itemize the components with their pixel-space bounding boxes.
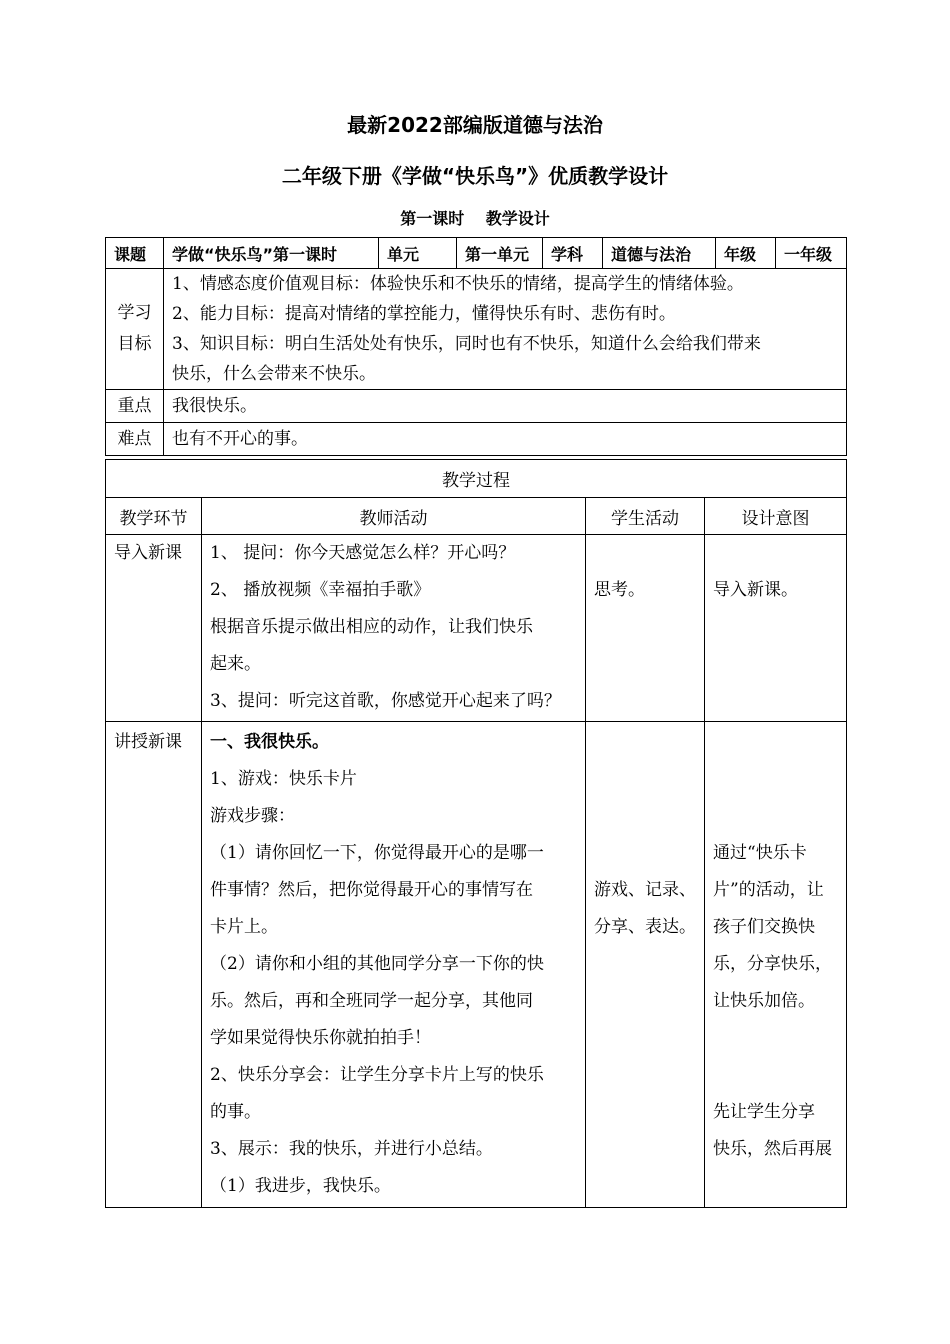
key-point-label: 重点 [106,390,164,423]
col-student: 学生活动 [586,498,705,535]
lesson-teacher: 一、我很快乐。 1、游戏：快乐卡片 游戏步骤： （1）请你回忆一下，你觉得最开心的是哪一 件事情？然后，把你觉得最开心的事情写在 卡片上。 （2）请你和小组的其他同学分享一下你的快 乐。然后，再和全班同学一起分享，其他同 学如果觉得快乐你就拍拍手！ 2、快乐分享会：让学生分享卡片上写的快乐 的事。 3、展示：我的快乐，并进行小总结。 （1）我进步，我快乐。 [202,722,586,1208]
process-title: 教学过程 [106,460,847,498]
difficulty-text: 也有不开心的事。 [164,423,847,456]
lesson-row [106,722,847,1208]
lesson-student: 游戏、记录、 分享、表达。 [586,722,705,1208]
col-intent: 设计意图 [705,498,847,535]
goals-label: 学习 目标 [106,269,164,390]
process-header-row [106,498,847,535]
intro-teacher: 1、 提问：你今天感觉怎么样？开心吗？ 2、 播放视频《幸福拍手歌》 根据音乐提示做出相应的动作，让我们快乐 起来。 3、提问：听完这首歌，你感觉开心起来了吗？ [202,535,586,722]
col-stage: 教学环节 [106,498,202,535]
difficulty-label: 难点 [106,423,164,456]
subject-value: 道德与法治 [603,238,716,269]
topic-label: 课题 [106,238,164,269]
intro-row [106,535,847,722]
doc-section-title: 第一课时 教学设计 [400,209,550,228]
doc-title: 最新2022部编版道德与法治 [347,113,603,137]
intro-intent: 导入新课。 [705,535,847,722]
intro-student: 思考。 [586,535,705,722]
lesson-intent: 通过“快乐卡 片”的活动，让 孩子们交换快 乐，分享快乐， 让快乐加倍。 先让学生分享 快乐，然后再展 [705,722,847,1208]
lesson-stage: 讲授新课 [106,722,202,1208]
key-point-row [106,390,847,423]
lesson-info-table [105,237,847,456]
intro-stage: 导入新课 [106,535,202,722]
difficulty-row [106,423,847,456]
topic-value: 学做“快乐鸟”第一课时 [164,238,379,269]
info-header-row [106,238,847,269]
subject-label: 学科 [543,238,603,269]
teaching-process-table [105,459,847,1208]
grade-value: 一年级 [776,238,847,269]
doc-subtitle: 二年级下册《学做“快乐鸟”》优质教学设计 [281,164,669,188]
col-teacher: 教师活动 [202,498,586,535]
lesson-heading: 一、我很快乐。 [210,732,329,752]
unit-label: 单元 [379,238,457,269]
goals-row [106,269,847,390]
unit-value: 第一单元 [457,238,543,269]
process-title-row [106,460,847,498]
key-point-text: 我很快乐。 [164,390,847,423]
grade-label: 年级 [716,238,776,269]
goals-text: 1、情感态度价值观目标：体验快乐和不快乐的情绪，提高学生的情绪体验。 2、能力目标：提高对情绪的掌控能力，懂得快乐有时、悲伤有时。 3、知识目标：明白生活处处有快乐，同时也有不快乐，知道什么会给我们带来 快乐，什么会带来不快乐。 [164,269,847,390]
